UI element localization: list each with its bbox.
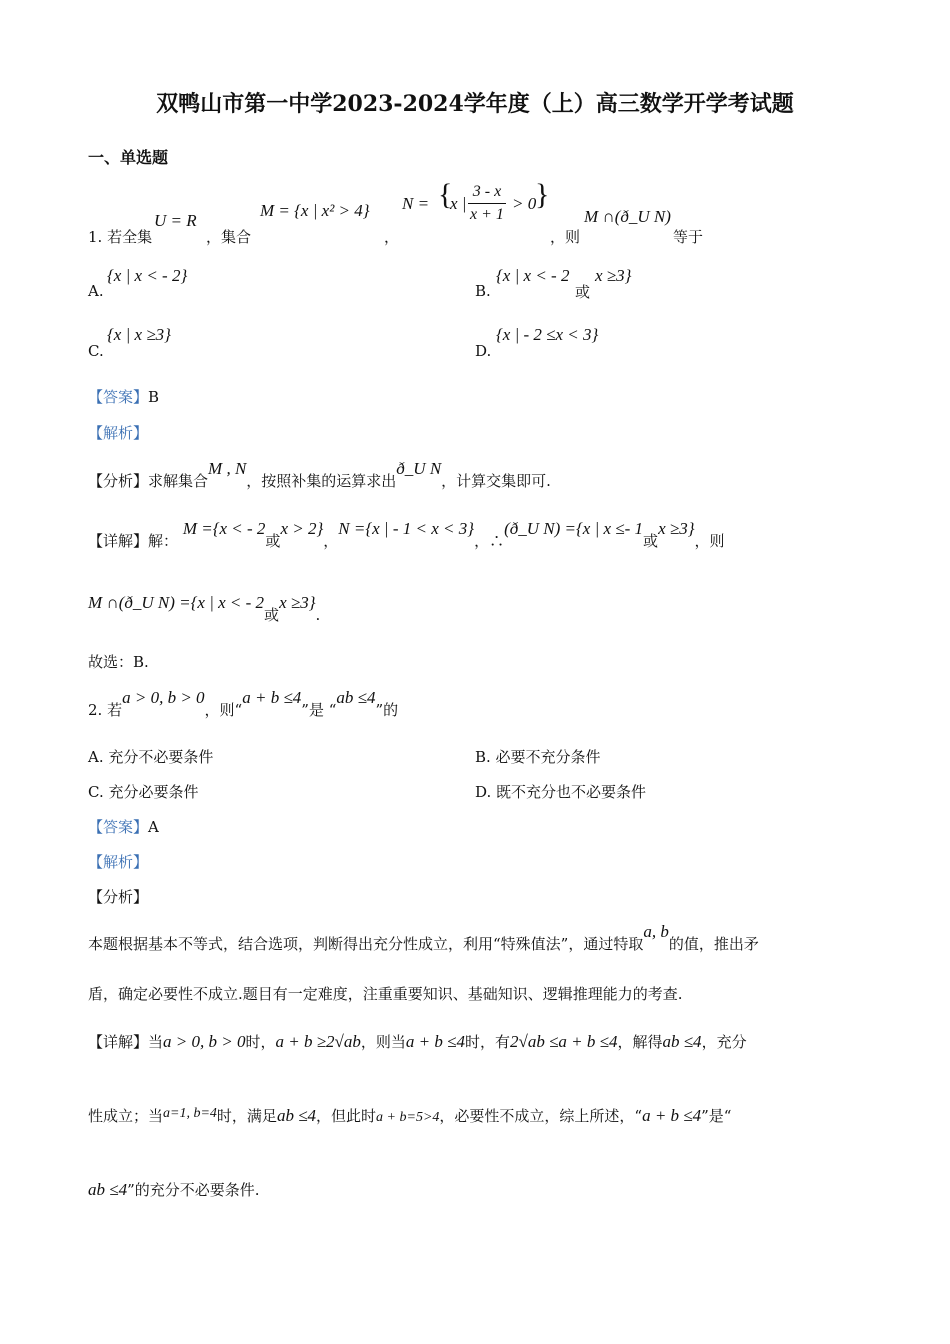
detail-l2-math-2: ab ≤4 xyxy=(276,1106,317,1125)
q1-math-set-m: M = {x | x² > 4} xyxy=(260,201,370,220)
q1-detail-line-2 xyxy=(88,593,321,626)
q1-option-b-or: 或 xyxy=(575,283,591,301)
detail-l2-math-3: a + b=5>4 xyxy=(376,1110,440,1125)
fenxi-text-1: 求解集合 xyxy=(148,472,209,490)
q1-math-set-n-var: x | xyxy=(450,194,467,213)
q2-option-b: B. 必要不充分条件 xyxy=(475,748,601,766)
q2-text-1: 2. 若 xyxy=(88,701,123,719)
detail-l2-math-4: a + b ≤4 xyxy=(642,1106,702,1125)
fenxi-text-1b: 的值，推出矛 xyxy=(668,935,759,953)
fraction xyxy=(468,181,506,226)
q2-answer-line xyxy=(88,816,159,838)
detail-math-3: N ={x | - 1 < x < 3} xyxy=(338,519,475,538)
q1-choose: 故选：B. xyxy=(88,653,149,671)
fenxi-text-2: ，按照补集的运算求出 xyxy=(246,472,397,490)
detail-text-1: 解： xyxy=(148,532,179,550)
detail-text-6: ，充分 xyxy=(701,1033,747,1051)
q1-math-set-n-brace-close: } xyxy=(535,178,550,211)
fenxi-math-1: M , N xyxy=(208,459,247,478)
detail-math-6: M ∩(ð_U N) ={x | x < - 2 xyxy=(88,593,265,612)
fraction-numerator: 3 - x xyxy=(468,181,506,204)
detail-math-1: a > 0, b > 0 xyxy=(163,1032,246,1051)
q2-math-2: a + b ≤4 xyxy=(242,688,302,707)
q1-text-2: ，集合 xyxy=(206,228,252,246)
q2-text-2: ，则“ xyxy=(204,701,243,719)
q1-math-universe: U = R xyxy=(154,211,197,230)
detail-math-4: 2√ab ≤a + b ≤4 xyxy=(509,1032,618,1051)
q1-text-1: 1. 若全集 xyxy=(88,228,153,246)
detail-l2-math-1: a=1, b=4 xyxy=(163,1106,217,1121)
detail-math-5: x ≥3} xyxy=(658,519,695,538)
detail-text-1: 当 xyxy=(148,1033,164,1051)
q1-detail-line-1 xyxy=(88,519,725,552)
page-title: 双鸭山市第一中学2023-2024学年度（上）高三数学开学考试题 xyxy=(156,91,794,117)
detail-text-4: 时，有 xyxy=(464,1033,510,1051)
detail-l2-text-3: ，但此时 xyxy=(316,1107,377,1125)
q1-option-b-math-2: x ≥3} xyxy=(595,266,632,285)
q1-answer-line xyxy=(88,386,159,408)
q1-option-d-math: {x | - 2 ≤x < 3} xyxy=(496,325,599,344)
q2-detail-line-1 xyxy=(88,1031,747,1053)
detail-math-2: x > 2} xyxy=(280,519,324,538)
detail-l2-text-1: 性成立；当 xyxy=(88,1107,164,1125)
detail-math-7: x ≥3} xyxy=(279,593,316,612)
detail-l2-text-2: 时，满足 xyxy=(216,1107,277,1125)
q1-option-d-label: D. xyxy=(475,342,492,360)
q1-math-set-n-brace-open: { xyxy=(438,178,453,211)
detail-sep-1: ， xyxy=(323,532,339,550)
section-heading: 一、单选题 xyxy=(88,148,169,167)
q1-text-3: ， xyxy=(384,228,400,246)
q2-analysis-tag: 【解析】 xyxy=(88,853,149,871)
q2-detail-line-2 xyxy=(88,1105,731,1129)
fenxi-text-3: ，计算交集即可. xyxy=(441,472,551,490)
detail-math-3: a + b ≤4 xyxy=(405,1032,465,1051)
q1-option-b-label: B. xyxy=(475,282,491,300)
q1-math-set-n-rhs: > 0 xyxy=(512,194,537,213)
detail-l3-math-1: ab ≤4 xyxy=(88,1180,128,1199)
fraction-denominator: x + 1 xyxy=(470,206,504,223)
answer-tag: 【答案】 xyxy=(88,818,149,836)
detail-tag: 【详解】 xyxy=(88,532,149,550)
q1-option-c-label: C. xyxy=(88,342,104,360)
q1-math-set-n-fraction xyxy=(468,181,506,226)
q1-option-b-math-1: {x | x < - 2 xyxy=(496,266,570,285)
q1-math-set-n-lhs: N = xyxy=(402,194,430,213)
q2-detail-line-3 xyxy=(88,1179,260,1201)
q1-option-a-label: A. xyxy=(88,282,104,300)
detail-math-2: a + b ≥2√ab xyxy=(275,1032,361,1051)
detail-text-3: ，则当 xyxy=(360,1033,406,1051)
answer-tag: 【答案】 xyxy=(88,388,149,406)
q2-text-3: ”是 “ xyxy=(301,701,337,719)
q1-analysis-tag: 【解析】 xyxy=(88,424,149,442)
detail-or-1: 或 xyxy=(265,532,281,550)
q1-math-target: M ∩(ð_U N) xyxy=(584,207,671,226)
detail-sep-2: ，∴ xyxy=(474,532,505,550)
detail-l3-text-1: ”的充分不必要条件. xyxy=(127,1181,260,1199)
detail-end: . xyxy=(315,606,321,624)
q2-fenxi-line-2: 盾，确定必要性不成立.题目有一定难度，注重重要知识、基础知识、逻辑推理能力的考查. xyxy=(88,985,683,1003)
detail-math-5: ab ≤4 xyxy=(662,1032,702,1051)
q1-option-c-math: {x | x ≥3} xyxy=(107,325,171,344)
fenxi-tag: 【分析】 xyxy=(88,472,149,490)
question-2-stem xyxy=(88,688,399,721)
detail-text-2: ，则 xyxy=(694,532,725,550)
q2-option-a: A. 充分不必要条件 xyxy=(88,748,214,766)
q2-math-1: a > 0, b > 0 xyxy=(122,688,205,707)
q1-fenxi-line xyxy=(88,459,551,492)
fenxi-math: a, b xyxy=(643,922,669,941)
q1-text-4: ，则 xyxy=(550,228,581,246)
detail-l2-text-5: “ xyxy=(634,1107,643,1125)
detail-or-3: 或 xyxy=(264,606,280,624)
detail-text-5: ，解得 xyxy=(617,1033,663,1051)
detail-math-1: M ={x < - 2 xyxy=(182,519,266,538)
detail-l2-text-6: ”是“ xyxy=(701,1107,732,1125)
answer-value: A xyxy=(148,818,159,836)
detail-text-2: 时， xyxy=(245,1033,276,1051)
q2-text-4: ”的 xyxy=(375,701,399,719)
q1-option-a-math: {x | x < - 2} xyxy=(107,266,188,285)
q2-fenxi-tag: 【分析】 xyxy=(88,888,149,906)
q2-option-c: C. 充分必要条件 xyxy=(88,783,199,801)
q2-math-3: ab ≤4 xyxy=(336,688,376,707)
detail-or-2: 或 xyxy=(643,532,659,550)
detail-tag: 【详解】 xyxy=(88,1033,149,1051)
fenxi-text-1a: 本题根据基本不等式，结合选项，判断得出充分性成立，利用“特殊值法”，通过特取 xyxy=(88,935,644,953)
q1-text-5: 等于 xyxy=(673,228,704,246)
fenxi-math-2: ð_U N xyxy=(396,459,442,478)
q2-fenxi-line-1 xyxy=(88,922,759,955)
answer-value: B xyxy=(148,388,160,406)
q2-option-d: D. 既不充分也不必要条件 xyxy=(475,783,647,801)
detail-math-4: (ð_U N) ={x | x ≤- 1 xyxy=(504,519,644,538)
detail-l2-text-4: ，必要性不成立，综上所述， xyxy=(439,1107,635,1125)
